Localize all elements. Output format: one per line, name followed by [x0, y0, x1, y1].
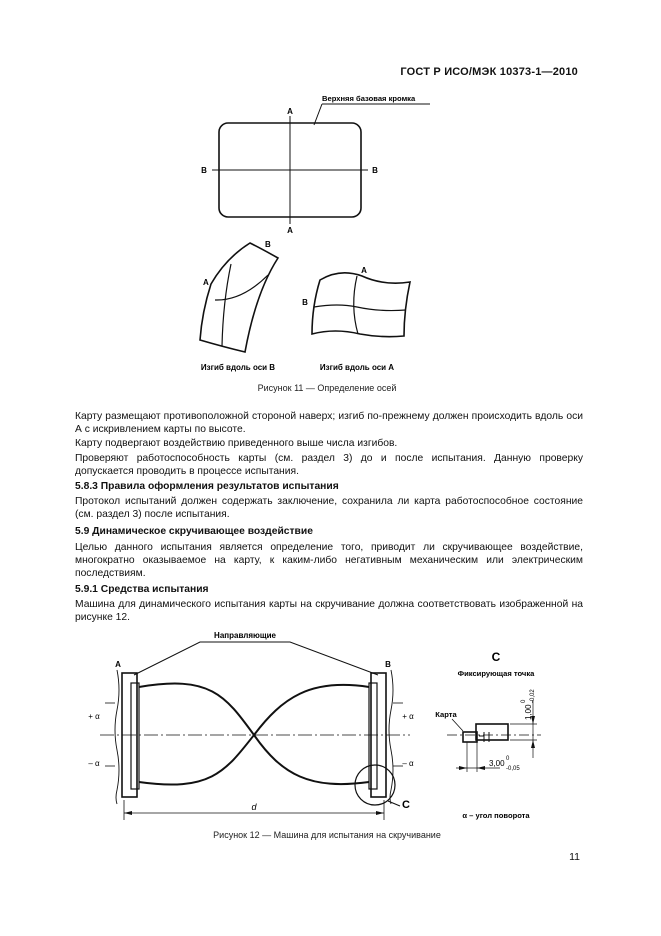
axis-b-right-label: B: [372, 166, 378, 175]
dim-horizontal: 3,00: [489, 759, 505, 768]
paragraph: Машина для динамического испытания карты на скручивание должна соответствовать изображенной на рисунке 12.: [75, 598, 583, 623]
figure-11: [0, 0, 661, 400]
alpha-note: α – угол поворота: [462, 811, 530, 820]
figure-11-caption: Рисунок 11 — Определение осей: [257, 383, 397, 393]
axis-a-bottom-label: A: [287, 226, 293, 235]
label-a: A: [115, 660, 121, 669]
dim-vertical-tol-lower: -0,02: [530, 689, 536, 703]
page-number: 11: [569, 851, 580, 863]
paragraph: Проверяют работоспособность карты (см. раздел 3) до и после испытания. Данную проверку допускается проводить в процессе испытания.: [75, 452, 583, 477]
fixing-point-label: Фиксирующая точка: [457, 669, 535, 678]
paragraph: Карту размещают противоположной стороной наверх; изгиб по-прежнему должен происходить вдоль оси А с искривлением карты по высоте.: [75, 411, 583, 436]
detail-c-title: C: [491, 650, 501, 664]
bent-a-label-b: B: [302, 298, 308, 307]
figure-12-caption: Рисунок 12 — Машина для испытания на скручивание: [213, 830, 441, 840]
card-label: Карта: [435, 710, 457, 719]
paragraph: Целью данного испытания является определение того, приводит ли скручивающее воздействие, многократно оказываемое на карту, к каким-либо негативным механическим или электрическим последствиям.: [75, 541, 583, 580]
clamp-a-inner: [131, 683, 139, 789]
top-edge-label: Верхняя базовая кромка: [322, 94, 416, 103]
bent-b-label-b: B: [265, 240, 271, 249]
dim-vertical: 1,00: [524, 704, 533, 720]
label-c: C: [402, 799, 410, 811]
plus-alpha-left: + α: [88, 712, 100, 721]
axis-b-left-label: B: [201, 166, 207, 175]
section-heading-5-9-1: 5.9.1 Средства испытания: [75, 584, 209, 596]
paragraph: Протокол испытаний должен содержать заключение, сохранила ли карта работоспособное состояние (см. раздел 3) после испытания.: [75, 496, 583, 521]
card-bent-b: [200, 243, 278, 352]
dim-vertical-tol-upper: 0: [521, 699, 527, 703]
section-heading-5-9: 5.9 Динамическое скручивающее воздействие: [75, 525, 313, 537]
paragraph: Карту подвергают воздействию приведенного выше числа изгибов.: [75, 438, 398, 450]
bent-a-label-a: A: [361, 266, 367, 275]
axis-a-top-label: A: [287, 107, 293, 116]
guides-label: Направляющие: [214, 631, 276, 640]
label-b: B: [385, 660, 391, 669]
minus-alpha-right: – α: [402, 759, 414, 768]
bend-b-caption: Изгиб вдоль оси В: [200, 363, 276, 372]
card-section: [463, 732, 477, 742]
dim-horizontal-tol-upper: 0: [506, 756, 510, 762]
document-code-header: ГОСТ Р ИСО/МЭК 10373-1—2010: [400, 66, 578, 78]
top-edge-leader: [314, 104, 322, 125]
bent-b-label-a: A: [203, 278, 209, 287]
dim-horizontal-tol-lower: -0,05: [506, 766, 520, 772]
section-heading-5-8-3: 5.8.3 Правила оформления результатов испытания: [75, 481, 339, 493]
fixing-block: [476, 724, 508, 740]
body-text: [75, 410, 583, 624]
card-bent-a: [312, 273, 410, 337]
figure-12: [0, 620, 661, 835]
minus-alpha-left: – α: [88, 759, 100, 768]
dim-d-label: d: [251, 802, 257, 812]
plus-alpha-right: + α: [402, 712, 414, 721]
bend-a-caption: Изгиб вдоль оси А: [319, 363, 395, 372]
